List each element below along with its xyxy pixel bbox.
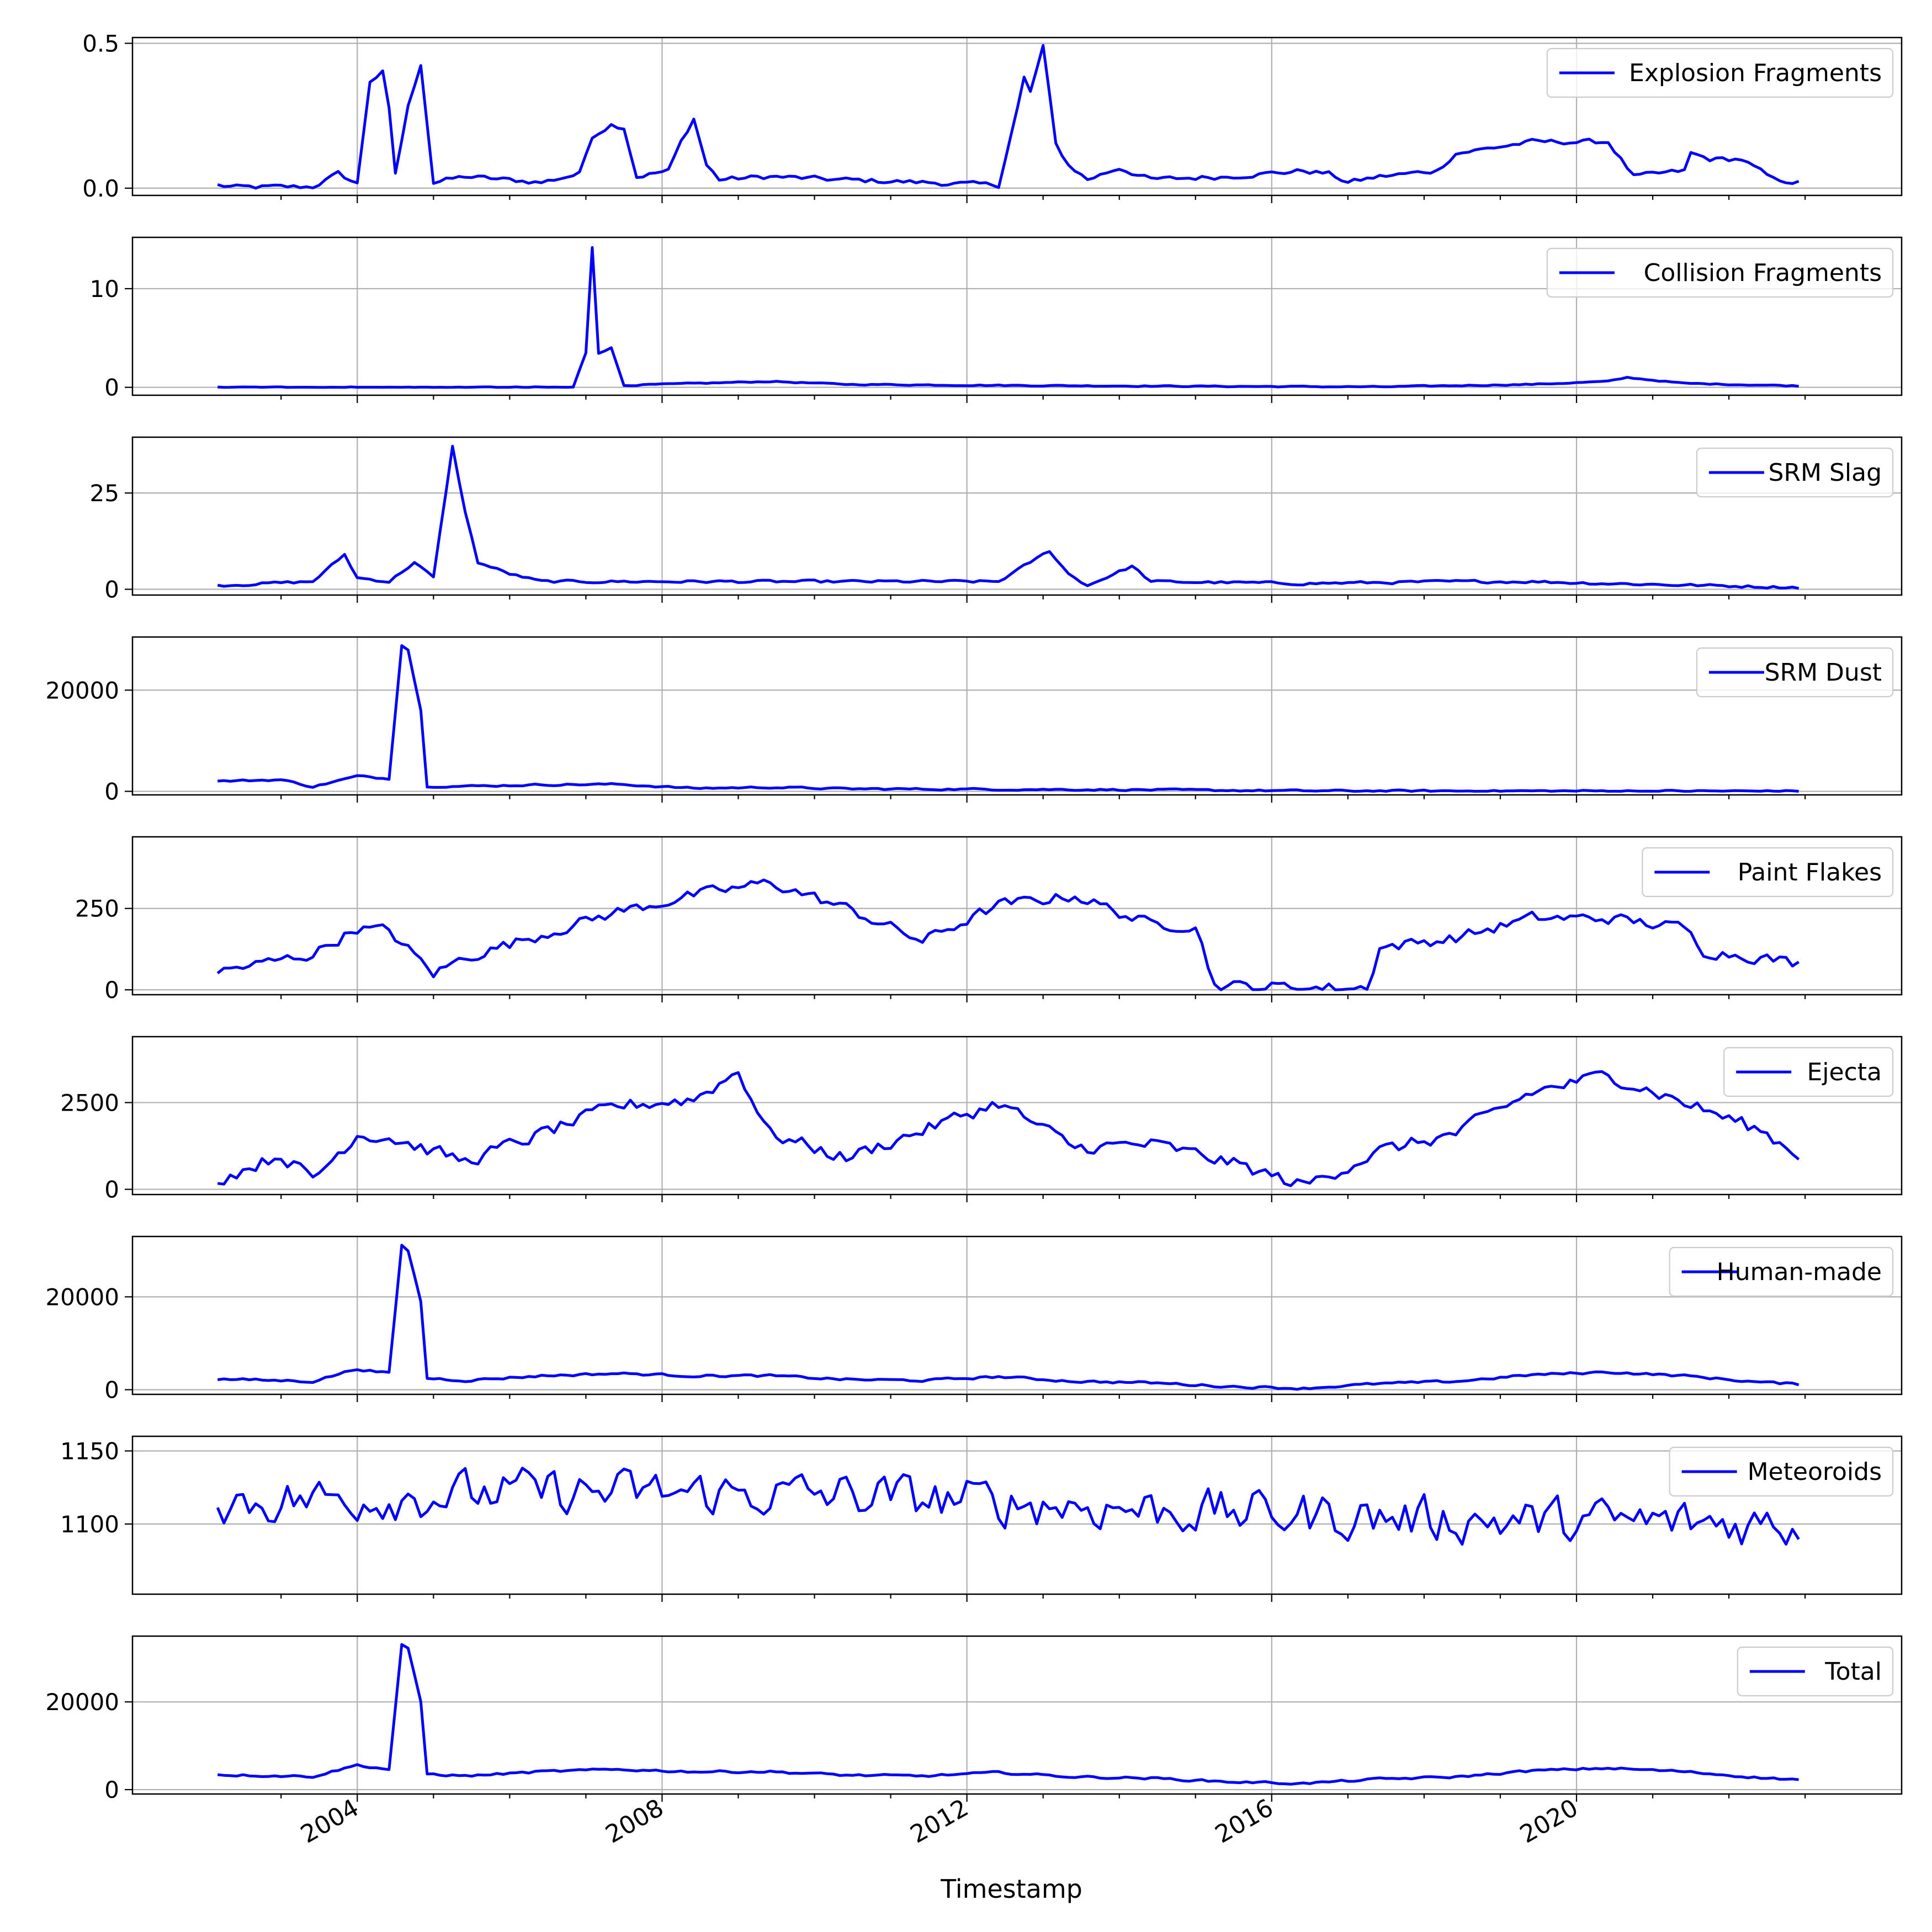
panel-srm-dust [45, 637, 1902, 805]
y-tick-label: 0 [104, 976, 119, 1004]
y-tick-label: 0 [104, 374, 119, 401]
axes-frame [132, 837, 1902, 995]
y-tick-label: 10 [89, 275, 119, 302]
x-axis-label: Timestamp [941, 1874, 1082, 1904]
panel-ejecta [60, 1037, 1902, 1203]
legend [1697, 448, 1893, 497]
legend [1670, 1447, 1893, 1496]
axes-frame [132, 1236, 1902, 1394]
panel-collision-fragments [90, 237, 1902, 403]
x-tick-label: 2016 [1210, 1793, 1278, 1849]
legend-label: SRM Slag [1768, 459, 1882, 487]
legend-label: Paint Flakes [1737, 858, 1882, 887]
legend-label: Ejecta [1807, 1058, 1882, 1086]
panel-meteoroids [60, 1436, 1902, 1602]
y-tick-label: 20000 [45, 1283, 119, 1311]
y-tick-label: 25 [89, 480, 119, 507]
legend-label: Meteoroids [1747, 1458, 1882, 1486]
y-tick-label: 0.0 [82, 174, 119, 202]
y-tick-label: 0 [104, 1776, 119, 1804]
x-tick-label: 2008 [601, 1793, 668, 1849]
axes-frame [132, 437, 1902, 595]
legend-label: Total [1825, 1658, 1882, 1686]
legend-label: Explosion Fragments [1629, 59, 1882, 87]
x-tick-label: 2020 [1515, 1793, 1583, 1849]
legend [1547, 248, 1893, 297]
axes-frame [132, 637, 1902, 795]
y-tick-label: 0 [104, 1376, 119, 1404]
series-line [217, 446, 1798, 588]
series-line [217, 646, 1798, 792]
legend-label: Human-made [1716, 1258, 1882, 1286]
y-tick-label: 2500 [60, 1089, 119, 1117]
series-line [217, 1245, 1798, 1389]
series-line [217, 1468, 1798, 1544]
legend [1697, 648, 1893, 697]
y-tick-label: 20000 [45, 677, 119, 704]
series-line [217, 1071, 1798, 1186]
legend [1670, 1248, 1893, 1296]
panel-explosion-fragments [82, 30, 1902, 203]
y-tick-label: 0 [104, 576, 119, 603]
legend-label: SRM Dust [1764, 659, 1882, 687]
y-tick-label: 0 [104, 1176, 119, 1203]
axes-frame [132, 1037, 1902, 1195]
legend [1547, 49, 1893, 97]
series-line [217, 880, 1798, 990]
x-tick-label: 2004 [296, 1793, 364, 1849]
legend [1738, 1647, 1893, 1696]
y-tick-label: 250 [75, 895, 119, 922]
y-tick-label: 1150 [60, 1437, 119, 1465]
legend [1724, 1048, 1893, 1096]
y-tick-label: 20000 [45, 1689, 119, 1716]
panel-total [45, 1636, 1902, 1803]
x-tick-label: 2012 [905, 1793, 974, 1849]
legend-label: Collision Fragments [1643, 259, 1882, 287]
panel-human-made [45, 1236, 1902, 1404]
y-tick-label: 1100 [60, 1510, 119, 1538]
panel-paint-flakes [75, 837, 1902, 1004]
panel-srm-slag [90, 437, 1902, 603]
series-line [217, 1644, 1798, 1784]
y-tick-label: 0.5 [82, 30, 119, 57]
legend [1642, 848, 1893, 896]
y-tick-label: 0 [104, 778, 119, 805]
